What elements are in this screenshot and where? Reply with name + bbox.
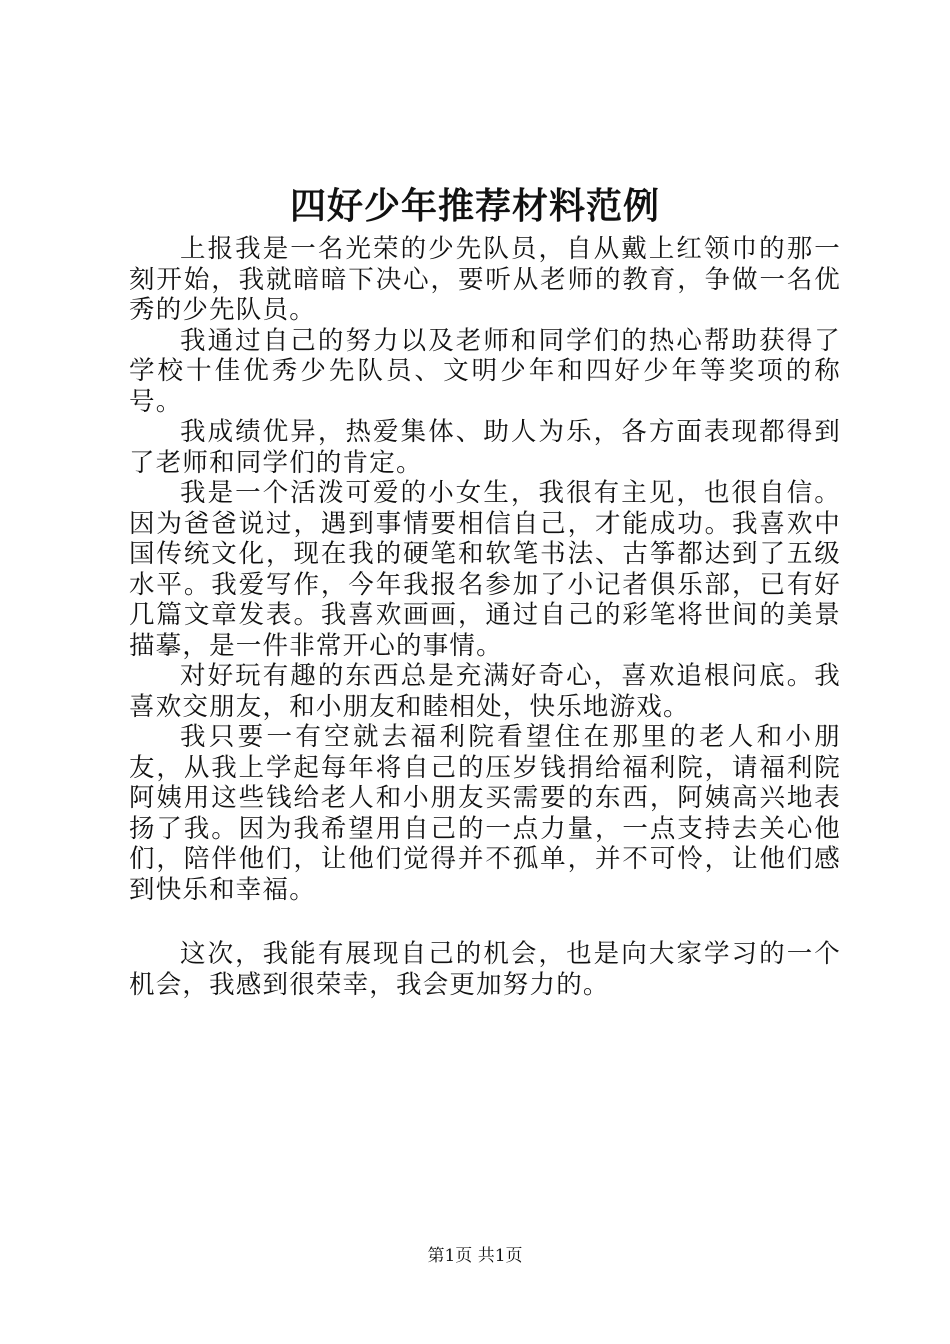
paragraph-5: 对好玩有趣的东西总是充满好奇心，喜欢追根问底。我喜欢交朋友，和小朋友和睦相处，快乐地游戏。 xyxy=(129,661,841,722)
paragraph-3: 我成绩优异，热爱集体、助人为乐，各方面表现都得到了老师和同学们的肯定。 xyxy=(129,417,841,478)
paragraph-1: 上报我是一名光荣的少先队员，自从戴上红领巾的那一刻开始，我就暗暗下决心，要听从老师的教育，争做一名优秀的少先队员。 xyxy=(129,234,841,325)
document-title: 四好少年推荐材料范例 xyxy=(289,185,660,227)
paragraph-7: 这次，我能有展现自己的机会，也是向大家学习的一个机会，我感到很荣幸，我会更加努力的。 xyxy=(129,939,841,1000)
document-body xyxy=(129,234,841,1000)
paragraph-4: 我是一个活泼可爱的小女生，我很有主见，也很自信。因为爸爸说过，遇到事情要相信自己，才能成功。我喜欢中国传统文化，现在我的硬笔和软笔书法、古筝都达到了五级水平。我爱写作，今年我报名参加了小记者俱乐部，已有好几篇文章发表。我喜欢画画，通过自己的彩笔将世间的美景描摹，是一件非常开心的事情。 xyxy=(129,478,841,661)
paragraph-2: 我通过自己的努力以及老师和同学们的热心帮助获得了学校十佳优秀少先队员、文明少年和四好少年等奖项的称号。 xyxy=(129,325,841,417)
paragraph-6: 我只要一有空就去福利院看望住在那里的老人和小朋友，从我上学起每年将自己的压岁钱捐给福利院，请福利院阿姨用这些钱给老人和小朋友买需要的东西，阿姨高兴地表扬了我。因为我希望用自己的一点力量，一点支持去关心他们，陪伴他们，让他们觉得并不孤单，并不可怜，让他们感到快乐和幸福。 xyxy=(129,722,841,905)
page-number-footer: 第1页 共1页 xyxy=(427,1246,523,1266)
